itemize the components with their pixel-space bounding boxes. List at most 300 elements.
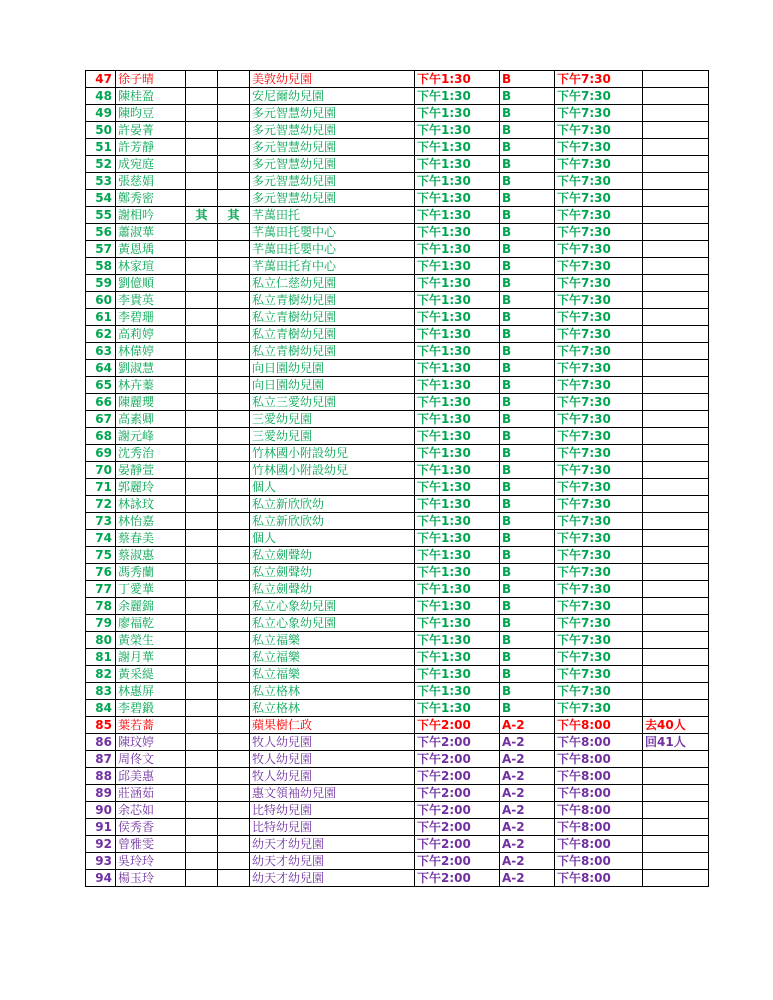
school-cell: 安尼爾幼兒園 bbox=[250, 88, 415, 105]
name-cell: 葉若蕎 bbox=[116, 717, 186, 734]
name-cell: 鄭秀密 bbox=[116, 190, 186, 207]
name-cell: 丁愛華 bbox=[116, 581, 186, 598]
group-cell: B bbox=[500, 224, 555, 241]
school-cell: 多元智慧幼兒園 bbox=[250, 105, 415, 122]
row-number-cell: 73 bbox=[86, 513, 116, 530]
name-cell: 高莉婷 bbox=[116, 326, 186, 343]
name-cell: 謝元峰 bbox=[116, 428, 186, 445]
row-number-cell: 69 bbox=[86, 445, 116, 462]
note-cell bbox=[643, 394, 709, 411]
row-number-cell: 63 bbox=[86, 343, 116, 360]
extra-cell-1 bbox=[186, 156, 218, 173]
extra-cell-2 bbox=[218, 190, 250, 207]
name-cell: 徐子晴 bbox=[116, 71, 186, 88]
extra-cell-1: 其 bbox=[186, 207, 218, 224]
start-time-cell: 下午1:30 bbox=[415, 411, 500, 428]
name-cell: 莊涵茹 bbox=[116, 785, 186, 802]
school-cell: 私立劍聲幼 bbox=[250, 547, 415, 564]
school-cell: 芊萬田托育中心 bbox=[250, 258, 415, 275]
name-cell: 侯秀香 bbox=[116, 819, 186, 836]
table-row bbox=[86, 751, 709, 768]
extra-cell-1 bbox=[186, 632, 218, 649]
row-number-cell: 66 bbox=[86, 394, 116, 411]
row-number-cell: 78 bbox=[86, 598, 116, 615]
row-number-cell: 51 bbox=[86, 139, 116, 156]
extra-cell-2 bbox=[218, 343, 250, 360]
group-cell: B bbox=[500, 513, 555, 530]
name-cell: 陳昀豆 bbox=[116, 105, 186, 122]
note-cell bbox=[643, 326, 709, 343]
name-cell: 蔡春美 bbox=[116, 530, 186, 547]
extra-cell-1 bbox=[186, 530, 218, 547]
group-cell: A-2 bbox=[500, 819, 555, 836]
extra-cell-2 bbox=[218, 513, 250, 530]
start-time-cell: 下午1:30 bbox=[415, 377, 500, 394]
table-row bbox=[86, 598, 709, 615]
group-cell: B bbox=[500, 326, 555, 343]
table-row bbox=[86, 836, 709, 853]
school-cell: 比特幼兒園 bbox=[250, 802, 415, 819]
school-cell: 私立心象幼兒園 bbox=[250, 598, 415, 615]
end-time-cell: 下午7:30 bbox=[555, 258, 643, 275]
name-cell: 林怡嘉 bbox=[116, 513, 186, 530]
end-time-cell: 下午8:00 bbox=[555, 853, 643, 870]
table-row bbox=[86, 768, 709, 785]
start-time-cell: 下午1:30 bbox=[415, 428, 500, 445]
note-cell bbox=[643, 139, 709, 156]
name-cell: 蕭淑華 bbox=[116, 224, 186, 241]
group-cell: B bbox=[500, 309, 555, 326]
extra-cell-1 bbox=[186, 309, 218, 326]
extra-cell-2 bbox=[218, 496, 250, 513]
name-cell: 陳麗瓔 bbox=[116, 394, 186, 411]
end-time-cell: 下午8:00 bbox=[555, 717, 643, 734]
extra-cell-1 bbox=[186, 819, 218, 836]
end-time-cell: 下午7:30 bbox=[555, 666, 643, 683]
extra-cell-1 bbox=[186, 122, 218, 139]
extra-cell-1 bbox=[186, 615, 218, 632]
school-cell: 芊萬田托 bbox=[250, 207, 415, 224]
extra-cell-1 bbox=[186, 768, 218, 785]
extra-cell-1 bbox=[186, 275, 218, 292]
school-cell: 私立仁慈幼兒園 bbox=[250, 275, 415, 292]
name-cell: 劉淑慧 bbox=[116, 360, 186, 377]
group-cell: B bbox=[500, 615, 555, 632]
extra-cell-2 bbox=[218, 819, 250, 836]
group-cell: B bbox=[500, 88, 555, 105]
table-row bbox=[86, 309, 709, 326]
school-cell: 向日園幼兒園 bbox=[250, 360, 415, 377]
table-row bbox=[86, 649, 709, 666]
end-time-cell: 下午8:00 bbox=[555, 819, 643, 836]
school-cell: 美敦幼兒園 bbox=[250, 71, 415, 88]
extra-cell-1 bbox=[186, 581, 218, 598]
name-cell: 陳桂盈 bbox=[116, 88, 186, 105]
note-cell bbox=[643, 105, 709, 122]
extra-cell-1 bbox=[186, 479, 218, 496]
start-time-cell: 下午1:30 bbox=[415, 360, 500, 377]
table-row bbox=[86, 105, 709, 122]
note-cell bbox=[643, 751, 709, 768]
extra-cell-1 bbox=[186, 394, 218, 411]
note-cell bbox=[643, 496, 709, 513]
table-row bbox=[86, 581, 709, 598]
start-time-cell: 下午1:30 bbox=[415, 207, 500, 224]
name-cell: 李貴英 bbox=[116, 292, 186, 309]
name-cell: 林詠玟 bbox=[116, 496, 186, 513]
school-cell: 芊萬田托嬰中心 bbox=[250, 241, 415, 258]
table-row bbox=[86, 666, 709, 683]
group-cell: B bbox=[500, 700, 555, 717]
note-cell bbox=[643, 836, 709, 853]
group-cell: A-2 bbox=[500, 802, 555, 819]
row-number-cell: 94 bbox=[86, 870, 116, 887]
note-cell bbox=[643, 309, 709, 326]
group-cell: B bbox=[500, 292, 555, 309]
extra-cell-2 bbox=[218, 326, 250, 343]
row-number-cell: 87 bbox=[86, 751, 116, 768]
school-cell: 私立劍聲幼 bbox=[250, 564, 415, 581]
name-cell: 林偉婷 bbox=[116, 343, 186, 360]
note-cell bbox=[643, 853, 709, 870]
school-cell: 私立青樹幼兒園 bbox=[250, 309, 415, 326]
note-cell bbox=[643, 513, 709, 530]
row-number-cell: 88 bbox=[86, 768, 116, 785]
note-cell bbox=[643, 156, 709, 173]
extra-cell-2 bbox=[218, 479, 250, 496]
end-time-cell: 下午7:30 bbox=[555, 700, 643, 717]
start-time-cell: 下午1:30 bbox=[415, 343, 500, 360]
school-cell: 私立青樹幼兒園 bbox=[250, 343, 415, 360]
school-cell: 幼天才幼兒園 bbox=[250, 836, 415, 853]
start-time-cell: 下午1:30 bbox=[415, 513, 500, 530]
extra-cell-2 bbox=[218, 836, 250, 853]
table-row bbox=[86, 445, 709, 462]
extra-cell-2 bbox=[218, 258, 250, 275]
name-cell: 林卉蓁 bbox=[116, 377, 186, 394]
row-number-cell: 54 bbox=[86, 190, 116, 207]
row-number-cell: 82 bbox=[86, 666, 116, 683]
extra-cell-2 bbox=[218, 275, 250, 292]
name-cell: 李碧鍛 bbox=[116, 700, 186, 717]
start-time-cell: 下午2:00 bbox=[415, 819, 500, 836]
row-number-cell: 71 bbox=[86, 479, 116, 496]
extra-cell-1 bbox=[186, 870, 218, 887]
extra-cell-1 bbox=[186, 360, 218, 377]
extra-cell-2 bbox=[218, 564, 250, 581]
extra-cell-2 bbox=[218, 598, 250, 615]
school-cell: 比特幼兒園 bbox=[250, 819, 415, 836]
end-time-cell: 下午7:30 bbox=[555, 139, 643, 156]
start-time-cell: 下午1:30 bbox=[415, 122, 500, 139]
extra-cell-1 bbox=[186, 139, 218, 156]
extra-cell-1 bbox=[186, 190, 218, 207]
table-row bbox=[86, 258, 709, 275]
start-time-cell: 下午2:00 bbox=[415, 785, 500, 802]
school-cell: 幼天才幼兒園 bbox=[250, 853, 415, 870]
row-number-cell: 91 bbox=[86, 819, 116, 836]
name-cell: 高素卿 bbox=[116, 411, 186, 428]
extra-cell-1 bbox=[186, 513, 218, 530]
group-cell: B bbox=[500, 377, 555, 394]
note-cell bbox=[643, 343, 709, 360]
end-time-cell: 下午7:30 bbox=[555, 190, 643, 207]
school-cell: 私立新欣欣幼 bbox=[250, 513, 415, 530]
row-number-cell: 76 bbox=[86, 564, 116, 581]
school-cell: 私立福樂 bbox=[250, 632, 415, 649]
start-time-cell: 下午1:30 bbox=[415, 309, 500, 326]
group-cell: A-2 bbox=[500, 751, 555, 768]
group-cell: B bbox=[500, 71, 555, 88]
table-row bbox=[86, 479, 709, 496]
end-time-cell: 下午7:30 bbox=[555, 564, 643, 581]
extra-cell-1 bbox=[186, 734, 218, 751]
table-row bbox=[86, 496, 709, 513]
school-cell: 私立青樹幼兒園 bbox=[250, 326, 415, 343]
extra-cell-1 bbox=[186, 377, 218, 394]
table-row bbox=[86, 819, 709, 836]
school-cell: 三愛幼兒園 bbox=[250, 411, 415, 428]
table-row bbox=[86, 547, 709, 564]
note-cell bbox=[643, 632, 709, 649]
row-number-cell: 55 bbox=[86, 207, 116, 224]
note-cell bbox=[643, 700, 709, 717]
name-cell: 許晏菁 bbox=[116, 122, 186, 139]
name-cell: 曾雅雯 bbox=[116, 836, 186, 853]
name-cell: 沈秀治 bbox=[116, 445, 186, 462]
note-cell bbox=[643, 88, 709, 105]
start-time-cell: 下午1:30 bbox=[415, 445, 500, 462]
start-time-cell: 下午1:30 bbox=[415, 564, 500, 581]
extra-cell-2 bbox=[218, 785, 250, 802]
extra-cell-1 bbox=[186, 462, 218, 479]
end-time-cell: 下午7:30 bbox=[555, 411, 643, 428]
row-number-cell: 62 bbox=[86, 326, 116, 343]
start-time-cell: 下午1:30 bbox=[415, 105, 500, 122]
group-cell: B bbox=[500, 547, 555, 564]
school-cell: 多元智慧幼兒園 bbox=[250, 173, 415, 190]
school-cell: 私立福樂 bbox=[250, 666, 415, 683]
extra-cell-1 bbox=[186, 326, 218, 343]
row-number-cell: 47 bbox=[86, 71, 116, 88]
extra-cell-1 bbox=[186, 241, 218, 258]
row-number-cell: 52 bbox=[86, 156, 116, 173]
group-cell: B bbox=[500, 581, 555, 598]
row-number-cell: 67 bbox=[86, 411, 116, 428]
table-row bbox=[86, 632, 709, 649]
end-time-cell: 下午7:30 bbox=[555, 513, 643, 530]
table-row bbox=[86, 88, 709, 105]
roster-table bbox=[85, 70, 709, 887]
note-cell bbox=[643, 207, 709, 224]
end-time-cell: 下午7:30 bbox=[555, 88, 643, 105]
extra-cell-2 bbox=[218, 173, 250, 190]
note-cell bbox=[643, 173, 709, 190]
start-time-cell: 下午2:00 bbox=[415, 802, 500, 819]
group-cell: B bbox=[500, 258, 555, 275]
school-cell: 私立三愛幼兒園 bbox=[250, 394, 415, 411]
group-cell: B bbox=[500, 649, 555, 666]
end-time-cell: 下午7:30 bbox=[555, 428, 643, 445]
school-cell: 私立心象幼兒園 bbox=[250, 615, 415, 632]
end-time-cell: 下午7:30 bbox=[555, 360, 643, 377]
table-row bbox=[86, 802, 709, 819]
name-cell: 邱美惠 bbox=[116, 768, 186, 785]
extra-cell-2 bbox=[218, 853, 250, 870]
extra-cell-1 bbox=[186, 785, 218, 802]
group-cell: A-2 bbox=[500, 870, 555, 887]
table-row bbox=[86, 411, 709, 428]
group-cell: B bbox=[500, 445, 555, 462]
note-cell bbox=[643, 360, 709, 377]
extra-cell-2 bbox=[218, 547, 250, 564]
start-time-cell: 下午1:30 bbox=[415, 71, 500, 88]
group-cell: B bbox=[500, 598, 555, 615]
start-time-cell: 下午2:00 bbox=[415, 717, 500, 734]
note-cell bbox=[643, 445, 709, 462]
row-number-cell: 83 bbox=[86, 683, 116, 700]
note-cell bbox=[643, 241, 709, 258]
start-time-cell: 下午1:30 bbox=[415, 581, 500, 598]
note-cell bbox=[643, 462, 709, 479]
group-cell: B bbox=[500, 139, 555, 156]
end-time-cell: 下午8:00 bbox=[555, 768, 643, 785]
school-cell: 個人 bbox=[250, 530, 415, 547]
group-cell: B bbox=[500, 105, 555, 122]
table-row bbox=[86, 224, 709, 241]
note-cell bbox=[643, 122, 709, 139]
end-time-cell: 下午7:30 bbox=[555, 547, 643, 564]
row-number-cell: 85 bbox=[86, 717, 116, 734]
start-time-cell: 下午1:30 bbox=[415, 462, 500, 479]
extra-cell-1 bbox=[186, 428, 218, 445]
row-number-cell: 93 bbox=[86, 853, 116, 870]
note-cell bbox=[643, 683, 709, 700]
note-cell bbox=[643, 258, 709, 275]
table-row bbox=[86, 326, 709, 343]
name-cell: 蔡淑惠 bbox=[116, 547, 186, 564]
name-cell: 余麗錦 bbox=[116, 598, 186, 615]
extra-cell-2 bbox=[218, 88, 250, 105]
row-number-cell: 58 bbox=[86, 258, 116, 275]
extra-cell-2 bbox=[218, 445, 250, 462]
extra-cell-2 bbox=[218, 666, 250, 683]
note-cell bbox=[643, 224, 709, 241]
extra-cell-1 bbox=[186, 105, 218, 122]
note-cell bbox=[643, 411, 709, 428]
row-number-cell: 84 bbox=[86, 700, 116, 717]
note-cell bbox=[643, 768, 709, 785]
table-row bbox=[86, 870, 709, 887]
table-row bbox=[86, 785, 709, 802]
row-number-cell: 89 bbox=[86, 785, 116, 802]
row-number-cell: 75 bbox=[86, 547, 116, 564]
extra-cell-2 bbox=[218, 768, 250, 785]
start-time-cell: 下午2:00 bbox=[415, 751, 500, 768]
end-time-cell: 下午7:30 bbox=[555, 632, 643, 649]
note-cell bbox=[643, 802, 709, 819]
name-cell: 郭麗玲 bbox=[116, 479, 186, 496]
end-time-cell: 下午8:00 bbox=[555, 751, 643, 768]
extra-cell-2 bbox=[218, 122, 250, 139]
extra-cell-1 bbox=[186, 683, 218, 700]
school-cell: 個人 bbox=[250, 479, 415, 496]
start-time-cell: 下午1:30 bbox=[415, 700, 500, 717]
row-number-cell: 60 bbox=[86, 292, 116, 309]
school-cell: 牧人幼兒園 bbox=[250, 768, 415, 785]
end-time-cell: 下午7:30 bbox=[555, 445, 643, 462]
group-cell: B bbox=[500, 496, 555, 513]
name-cell: 黃采緹 bbox=[116, 666, 186, 683]
extra-cell-1 bbox=[186, 564, 218, 581]
start-time-cell: 下午1:30 bbox=[415, 258, 500, 275]
group-cell: B bbox=[500, 683, 555, 700]
start-time-cell: 下午1:30 bbox=[415, 139, 500, 156]
group-cell: B bbox=[500, 411, 555, 428]
end-time-cell: 下午7:30 bbox=[555, 598, 643, 615]
note-cell bbox=[643, 564, 709, 581]
note-cell bbox=[643, 71, 709, 88]
end-time-cell: 下午7:30 bbox=[555, 496, 643, 513]
extra-cell-1 bbox=[186, 343, 218, 360]
note-cell bbox=[643, 479, 709, 496]
table-row bbox=[86, 71, 709, 88]
name-cell: 成宛庭 bbox=[116, 156, 186, 173]
start-time-cell: 下午1:30 bbox=[415, 241, 500, 258]
table-row bbox=[86, 156, 709, 173]
table-row bbox=[86, 462, 709, 479]
note-cell bbox=[643, 190, 709, 207]
table-row bbox=[86, 173, 709, 190]
extra-cell-2 bbox=[218, 360, 250, 377]
name-cell: 許芳靜 bbox=[116, 139, 186, 156]
extra-cell-2 bbox=[218, 802, 250, 819]
row-number-cell: 79 bbox=[86, 615, 116, 632]
start-time-cell: 下午1:30 bbox=[415, 224, 500, 241]
extra-cell-2 bbox=[218, 870, 250, 887]
school-cell: 惠文領袖幼兒園 bbox=[250, 785, 415, 802]
end-time-cell: 下午7:30 bbox=[555, 462, 643, 479]
extra-cell-2 bbox=[218, 649, 250, 666]
table-row bbox=[86, 615, 709, 632]
start-time-cell: 下午1:30 bbox=[415, 547, 500, 564]
end-time-cell: 下午7:30 bbox=[555, 122, 643, 139]
school-cell: 蘋果樹仁政 bbox=[250, 717, 415, 734]
school-cell: 竹林國小附設幼兒 bbox=[250, 462, 415, 479]
group-cell: B bbox=[500, 428, 555, 445]
name-cell: 陳玟婷 bbox=[116, 734, 186, 751]
table-row bbox=[86, 734, 709, 751]
table-row bbox=[86, 343, 709, 360]
table-row bbox=[86, 564, 709, 581]
extra-cell-2 bbox=[218, 309, 250, 326]
row-number-cell: 80 bbox=[86, 632, 116, 649]
school-cell: 竹林國小附設幼兒 bbox=[250, 445, 415, 462]
extra-cell-2 bbox=[218, 717, 250, 734]
extra-cell-1 bbox=[186, 496, 218, 513]
extra-cell-1 bbox=[186, 598, 218, 615]
extra-cell-2 bbox=[218, 462, 250, 479]
name-cell: 林惠屏 bbox=[116, 683, 186, 700]
table-row bbox=[86, 190, 709, 207]
school-cell: 多元智慧幼兒園 bbox=[250, 122, 415, 139]
extra-cell-2 bbox=[218, 156, 250, 173]
note-cell bbox=[643, 870, 709, 887]
name-cell: 黃榮生 bbox=[116, 632, 186, 649]
end-time-cell: 下午7:30 bbox=[555, 292, 643, 309]
group-cell: B bbox=[500, 275, 555, 292]
note-cell bbox=[643, 785, 709, 802]
